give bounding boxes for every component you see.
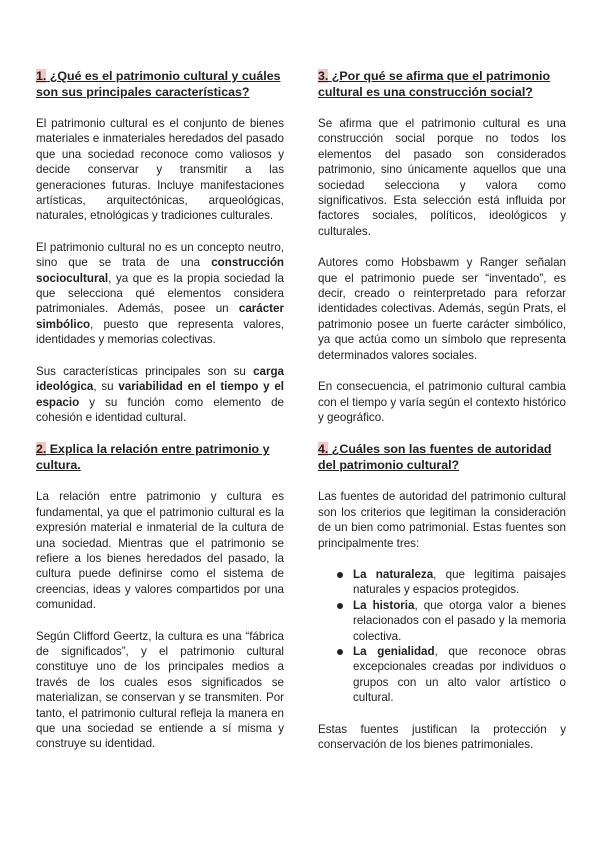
section-4-heading xyxy=(318,441,566,473)
bold-term: La genialidad xyxy=(353,644,435,658)
bold-term: variabilidad en el tiempo y el espacio xyxy=(36,380,284,409)
list-item xyxy=(318,598,566,644)
section-2-title: Explica la relación entre patrimonio y cultura. xyxy=(36,442,270,473)
section-4-title: ¿Cuáles son las fuentes de autoridad del patrimonio cultural? xyxy=(318,442,552,473)
list-item xyxy=(318,644,566,706)
section-2-number: 2. xyxy=(36,442,47,457)
bullet-dot-icon xyxy=(337,603,343,609)
section-3-paragraph-1: Se afirma que el patrimonio cultural es una construcción social porque no todos los elementos del pasado son considerados patrimonio, sino únicamente aquellos que una sociedad selecciona y valora como significativos. Esta selección está influida por factores sociales, políticos, ideológicos y culturales. xyxy=(318,117,566,238)
text-run: , ya que es la propia sociedad la que selecciona qué elementos considera patrimoniales. Además, posee un xyxy=(36,271,284,316)
text-run: , que otorga valor a bienes relacionados con el pasado y la memoria colectiva. xyxy=(353,598,566,643)
right-column xyxy=(318,68,566,768)
section-4-number: 4. xyxy=(318,442,329,457)
section-3-paragraph-3: En consecuencia, el patrimonio cultural cambia con el tiempo y varía según el contexto histórico y geográfico. xyxy=(318,380,566,424)
bullet-dot-icon xyxy=(337,649,343,655)
bold-term: La naturaleza xyxy=(353,567,434,581)
bold-term: carácter simbólico xyxy=(36,302,284,331)
authority-sources-list xyxy=(318,567,566,706)
section-3-heading xyxy=(318,68,566,100)
bold-term: construcción sociocultural xyxy=(36,256,284,285)
section-3-title: ¿Por qué se afirma que el patrimonio cultural es una construcción social? xyxy=(318,69,551,99)
section-4-paragraph-1: Las fuentes de autoridad del patrimonio cultural son los criterios que legitiman la consideración de un bien como patrimonial. Estas fuentes son principalmente tres: xyxy=(318,490,566,550)
text-run: y su función como elemento de cohesión e identidad cultural. xyxy=(36,395,284,424)
section-2-paragraph-1: La relación entre patrimonio y cultura es fundamental, ya que el patrimonio cultural es la expresión material e inmaterial de la cultura de una sociedad. Mientras que el patrimonio se refiere a los bienes heredados del pasado, la cultura puede definirse como el sistema de creencias, ideas y valores compartidos por una comunidad. xyxy=(36,490,284,612)
text-run: , que legitima paisajes naturales y espacios protegidos. xyxy=(353,567,566,597)
text-run: , su xyxy=(93,380,119,394)
section-4-paragraph-2: Estas fuentes justifican la protección y conservación de los bienes patrimoniales. xyxy=(318,722,566,751)
section-3-paragraph-2: Autores como Hobsbawm y Ranger señalan que el patrimonio puede ser “inventado”, es decir, creado o reinterpretado para reforzar identidades colectivas. Además, según Prats, el patrimonio posee un fuerte carácter simbólico, ya que actúa como un símbolo que representa determinados valores sociales. xyxy=(318,256,566,362)
section-1-paragraph-2 xyxy=(36,240,284,348)
section-3-number: 3. xyxy=(318,69,329,83)
section-2-heading xyxy=(36,441,284,473)
section-1-paragraph-3 xyxy=(36,364,284,426)
text-run: Sus características principales son su xyxy=(36,364,254,378)
section-1-paragraph-1: El patrimonio cultural es el conjunto de bienes materiales e inmateriales heredados del pasado que una sociedad reconoce como valiosos y decide conservar y transmitir a las generaciones futuras. Incluye manifestaciones artísticas, arquitectónicas, arqueológicas, naturales, etnológicas y tradiciones culturales. xyxy=(36,117,284,223)
left-column xyxy=(36,68,284,768)
text-run: , que reconoce obras excepcionales creadas por individuos o grupos con un alto valor artístico o cultural. xyxy=(353,644,566,705)
text-run: , puesto que representa valores, identidades y memorias colectivas. xyxy=(36,317,284,347)
section-1-heading xyxy=(36,68,284,100)
section-2-paragraph-2: Según Clifford Geertz, la cultura es una “fábrica de significados”, y el patrimonio cultural constituye uno de los principales medios a través de los cuales esos significados se materializan, se conservan y se transmiten. Por tanto, el patrimonio cultural refleja la manera en que una sociedad se entiende a sí misma y construye su identidad. xyxy=(36,629,284,751)
text-run: El patrimonio cultural no es un concepto neutro, sino que se trata de una xyxy=(36,240,284,270)
section-1-number: 1. xyxy=(36,69,47,83)
bold-term: La historia xyxy=(353,598,415,612)
section-1-title: ¿Qué es el patrimonio cultural y cuáles son sus principales características? xyxy=(36,69,281,99)
list-item xyxy=(318,567,566,598)
bullet-dot-icon xyxy=(337,572,343,578)
bold-term: carga ideológica xyxy=(36,364,284,394)
